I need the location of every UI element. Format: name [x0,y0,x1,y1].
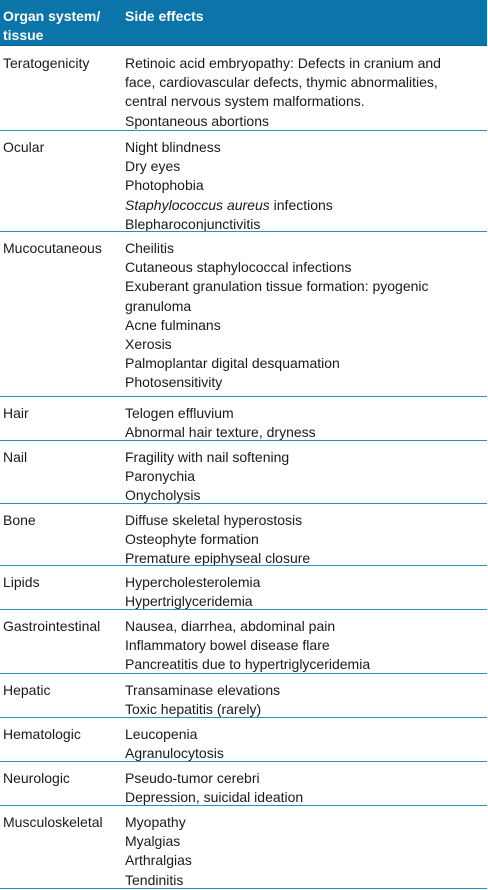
organ-system-cell: Hematologic [3,726,81,742]
side-effect-line: Diffuse skeletal hyperostosis [125,512,303,528]
side-effect-line [125,196,485,215]
side-effect-line: Pancreatitis due to hypertriglyceridemia [125,656,371,673]
side-effect-line: Leucopenia [125,726,198,742]
side-effects-cell [125,511,485,569]
side-effects-cell [125,138,485,234]
side-effect-line: Cutaneous staphylococcal infections [125,259,352,276]
side-effect-line: Tendinitis [125,871,184,888]
side-effects-cell [125,725,485,763]
side-effects-cell [125,617,485,675]
side-effect-line: Premature epiphyseal closure [125,550,311,567]
organ-system-cell: Nail [3,449,28,465]
organ-system-cell: Gastrointestinal [3,618,101,634]
side-effect-line: face, cardiovascular defects, thymic abnormalities, [125,74,438,91]
side-effect-line: Nausea, diarrhea, abdominal pain [125,618,336,634]
side-effect-line: Blepharoconjunctivitis [125,215,261,232]
side-effect-line: Osteophyte formation [125,531,259,548]
header-side-effects: Side effects [125,8,204,24]
side-effect-line: Hypertriglyceridemia [125,593,253,610]
table-row [0,717,487,761]
side-effect-line: Spontaneous abortions [125,112,269,129]
header-organ-system: Organ system/ tissue [3,8,101,43]
side-effect-line: Palmoplantar digital desquamation [125,355,340,372]
side-effect-line: Acne fulminans [125,316,221,333]
side-effect-line: Myalgias [125,833,181,850]
table-row [0,761,487,805]
side-effect-line: Hypercholesterolemia [125,574,261,590]
side-effect-line: Photophobia [125,177,204,194]
side-effect-line: Photosensitivity [125,374,223,391]
side-effect-line: Pseudo-tumor cerebri [125,770,260,786]
side-effect-line: Onycholysis [125,487,201,504]
side-effect-line: Telogen effluvium [125,405,234,421]
table-row [0,130,487,231]
side-effect-line: granuloma [125,297,192,314]
side-effect-line: Transaminase elevations [125,682,281,698]
side-effect-line: Inflammatory bowel disease flare [125,637,330,654]
table-row [0,231,487,396]
side-effect-line: Arthralgias [125,852,192,869]
side-effects-cell [125,239,485,393]
side-effect-italic-term: Staphylococcus aureus [125,196,270,213]
table-row [0,440,487,503]
organ-system-cell: Mucocutaneous [3,240,102,256]
side-effects-cell [125,404,485,442]
side-effect-line: Xerosis [125,336,172,353]
side-effect-line: Exuberant granulation tissue formation: pyogenic [125,278,429,295]
side-effect-line: Depression, suicidal ideation [125,789,304,806]
side-effect-line: Dry eyes [125,158,181,175]
table-header [0,0,487,46]
table-row [0,503,487,565]
table-row [0,47,487,131]
side-effect-text: infections [269,196,333,213]
side-effects-cell [125,681,485,719]
side-effect-line: Toxic hepatitis (rarely) [125,701,262,718]
organ-system-cell: Bone [3,512,36,528]
side-effect-line: central nervous system malformations. [125,93,365,110]
organ-system-cell: Hepatic [3,682,51,698]
side-effects-cell [125,769,485,807]
organ-system-cell: Ocular [3,139,45,155]
table-row [0,609,487,673]
organ-system-cell: Lipids [3,574,40,590]
side-effect-line: Abnormal hair texture, dryness [125,424,316,441]
side-effect-line: Retinoic acid embryopathy: Defects in cranium and [125,55,441,71]
organ-system-cell: Teratogenicity [3,55,90,71]
side-effect-line: Night blindness [125,139,221,155]
table-row [0,396,487,440]
table-row [0,565,487,609]
side-effect-line: Myopathy [125,814,186,830]
table-row [0,805,487,887]
side-effects-cell [125,448,485,506]
side-effects-cell [125,54,485,131]
side-effects-cell [125,813,485,890]
organ-system-cell: Neurologic [3,770,70,786]
table-row [0,673,487,717]
side-effect-line: Cheilitis [125,240,175,256]
organ-system-cell: Hair [3,405,29,421]
side-effect-line: Agranulocytosis [125,745,224,762]
side-effect-line: Paronychia [125,468,196,485]
side-effects-cell [125,573,485,611]
side-effect-line: Fragility with nail softening [125,449,290,465]
organ-system-cell: Musculoskeletal [3,814,103,830]
